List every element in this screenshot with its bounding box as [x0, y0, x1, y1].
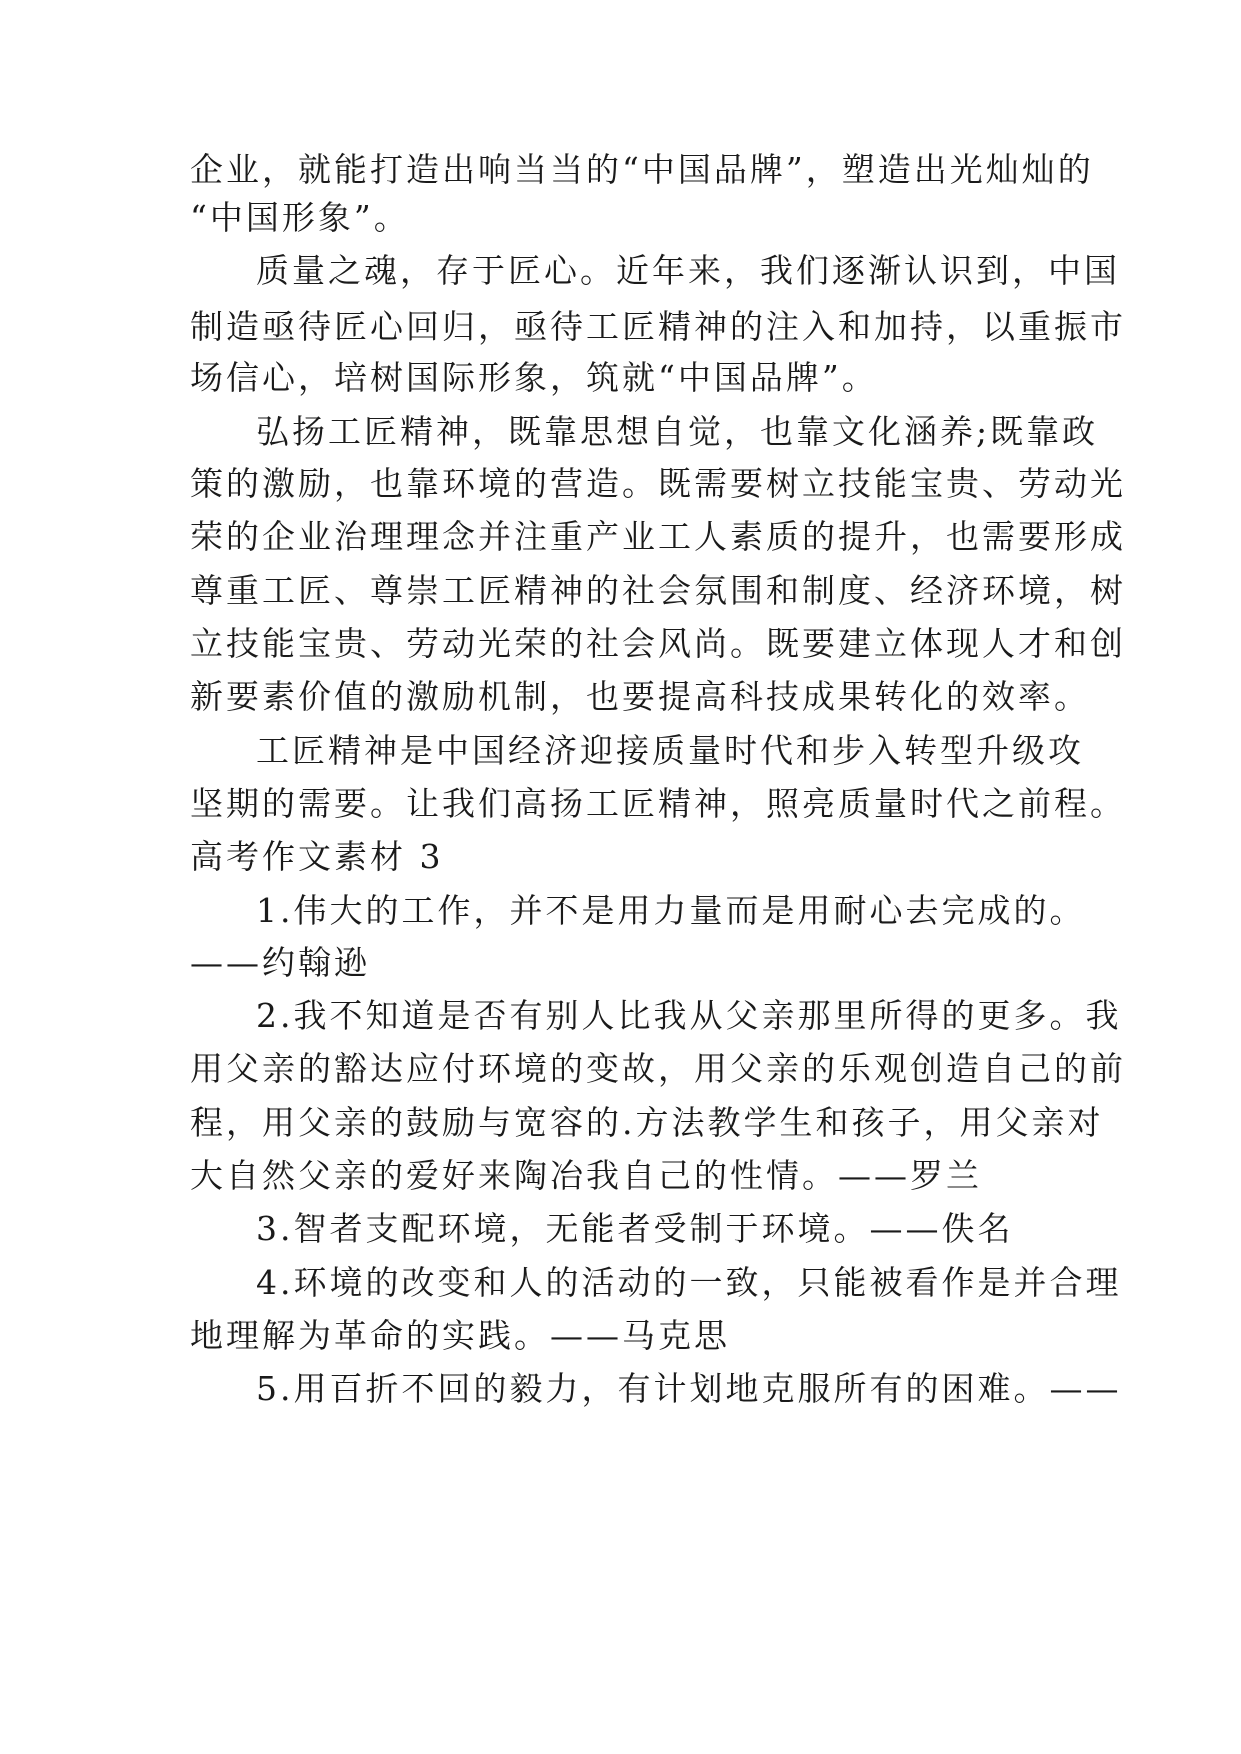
section-heading: 高考作文素材 3: [190, 837, 444, 876]
text-line: 地理解为革命的实践。——马克思: [190, 1316, 730, 1355]
text-line: 新要素价值的激励机制，也要提高科技成果转化的效率。: [190, 677, 1090, 716]
text-line: 用父亲的豁达应付环境的变故，用父亲的乐观创造自己的前: [190, 1049, 1126, 1088]
quote-item: 3.智者支配环境，无能者受制于环境。——佚名: [256, 1209, 1014, 1248]
paragraph-first-line: 工匠精神是中国经济迎接质量时代和步入转型升级攻: [256, 731, 1084, 770]
paragraph-first-line: 弘扬工匠精神，既靠思想自觉，也靠文化涵养;既靠政: [256, 412, 1099, 451]
text-line: 大自然父亲的爱好来陶冶我自己的性情。——罗兰: [190, 1156, 982, 1195]
text-line: 制造亟待匠心回归，亟待工匠精神的注入和加持，以重振市: [190, 307, 1126, 346]
quote-attribution: ——约翰逊: [190, 943, 370, 982]
paragraph-first-line: 质量之魂，存于匠心。近年来，我们逐渐认识到，中国: [256, 251, 1120, 290]
text-line: 场信心，培树国际形象，筑就“中国品牌”。: [190, 358, 878, 397]
text-line: 荣的企业治理理念并注重产业工人素质的提升，也需要形成: [190, 517, 1126, 556]
text-line: 企业，就能打造出响当当的“中国品牌”，塑造出光灿灿的: [190, 150, 1094, 189]
quote-item: 5.用百折不回的毅力，有计划地克服所有的困难。——: [256, 1369, 1122, 1408]
text-line: 尊重工匠、尊崇工匠精神的社会氛围和制度、经济环境，树: [190, 571, 1126, 610]
quote-item: 4.环境的改变和人的活动的一致，只能被看作是并合理: [256, 1263, 1122, 1302]
quote-item: 1.伟大的工作，并不是用力量而是用耐心去完成的。: [256, 891, 1086, 930]
text-line: 策的激励，也靠环境的营造。既需要树立技能宝贵、劳动光: [190, 464, 1126, 503]
text-line: “中国形象”。: [190, 198, 410, 237]
text-line: 立技能宝贵、劳动光荣的社会风尚。既要建立体现人才和创: [190, 624, 1126, 663]
quote-item: 2.我不知道是否有别人比我从父亲那里所得的更多。我: [256, 996, 1122, 1035]
text-line: 坚期的需要。让我们高扬工匠精神，照亮质量时代之前程。: [190, 784, 1126, 823]
text-line: 程，用父亲的鼓励与宽容的.方法教学生和孩子，用父亲对: [190, 1103, 1104, 1142]
